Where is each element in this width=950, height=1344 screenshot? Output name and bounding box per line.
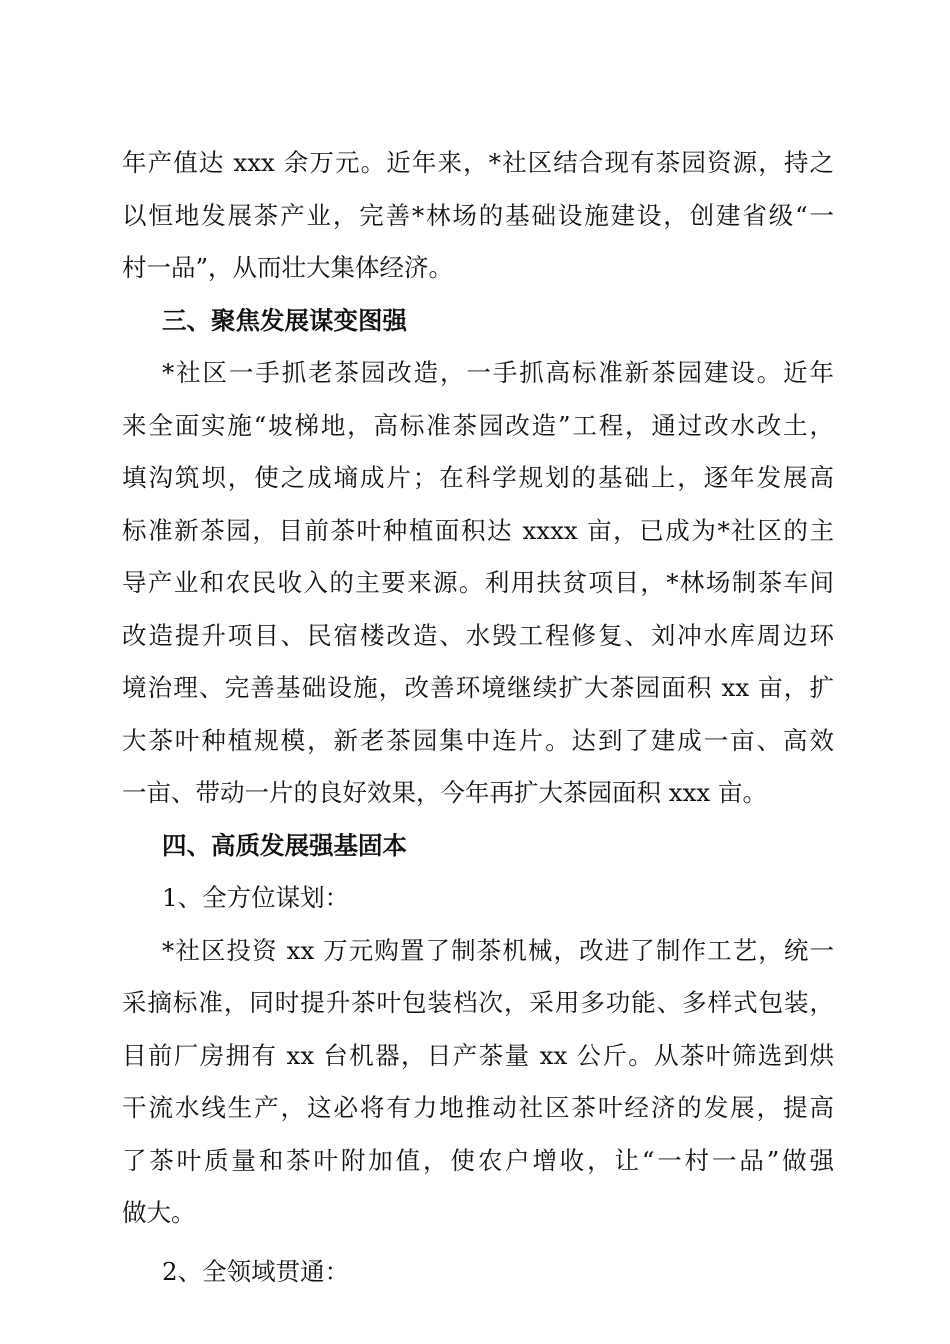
text-line: 以恒地发展茶产业，完善*林场的基础设施建设，创建省级“一: [122, 200, 834, 230]
text-line: 填沟筑坝，使之成墒成片；在科学规划的基础上，逐年发展高: [122, 463, 834, 492]
text-line: 目前厂房拥有 xx 台机器，日产茶量 xx 公斤。从茶叶筛选到烘: [122, 1040, 834, 1070]
section-heading-4: 四、高质发展强基固本: [162, 830, 407, 860]
section-heading-3: 三、聚焦发展谋变图强: [162, 305, 407, 335]
subsection-label-2: 2、全领域贯通：: [162, 1256, 350, 1286]
text-line: 改造提升项目、民宿楼改造、水毁工程修复、刘冲水库周边环: [122, 620, 834, 650]
text-line: 一亩、带动一片的良好效果，今年再扩大茶园面积 xxx 亩。: [122, 778, 768, 807]
subsection-label-1: 1、全方位谋划：: [162, 883, 350, 912]
text-line: 干流水线生产，这必将有力地推动社区茶叶经济的发展，提高: [122, 1093, 834, 1122]
text-line: 来全面实施“坡梯地，高标准茶园改造”工程，通过改水改土，: [122, 410, 834, 440]
text-line: 采摘标准，同时提升茶叶包装档次，采用多功能、多样式包装，: [122, 988, 834, 1017]
subsection-1-paragraph: [122, 925, 834, 1240]
document-page: [122, 137, 834, 1298]
text-line: 大茶叶种植规模，新老茶园集中连片。达到了建成一亩、高效: [122, 725, 834, 755]
text-line: 导产业和农民收入的主要来源。利用扶贫项目，*林场制茶车间: [122, 568, 834, 597]
section-3-paragraph: [122, 347, 834, 820]
text-line: 年产值达 xxx 余万元。近年来，*社区结合现有茶园资源，持之: [122, 148, 834, 177]
text-line: 村一品”，从而壮大集体经济。: [122, 253, 454, 282]
text-line: 做大。: [122, 1198, 196, 1227]
intro-paragraph: [122, 137, 834, 295]
text-line: 境治理、完善基础设施，改善环境继续扩大茶园面积 xx 亩，扩: [122, 673, 834, 702]
text-line: *社区一手抓老茶园改造，一手抓高标准新茶园建设。近年: [162, 358, 834, 387]
text-line: 标准新茶园，目前茶叶种植面积达 xxxx 亩，已成为*社区的主: [122, 515, 834, 545]
text-line: *社区投资 xx 万元购置了制茶机械，改进了制作工艺，统一: [162, 935, 834, 965]
text-line: 了茶叶质量和茶叶附加值，使农户增收，让“一村一品”做强: [122, 1145, 834, 1175]
